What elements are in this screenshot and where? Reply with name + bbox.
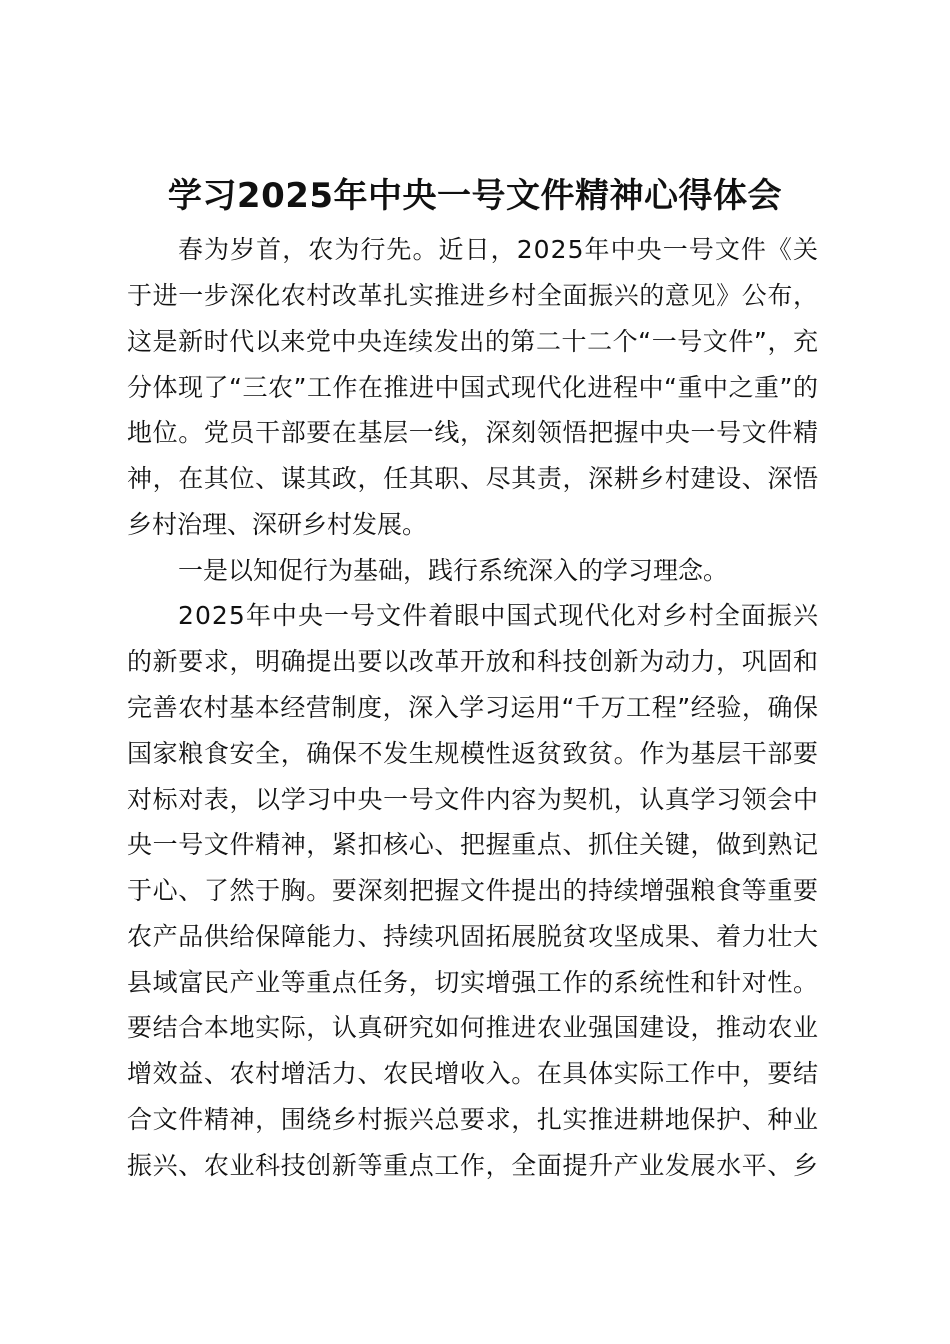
paragraph-1-line-1: 春为岁首，农为行先。近日，2025年中央一号文件《关 [178,235,820,264]
paragraph-1-line-7: 乡村治理、深研乡村发展。 [127,510,428,539]
paragraph-2-line-12: 合文件精神，围绕乡村振兴总要求，扎实推进耕地保护、种业 [127,1105,819,1134]
section-heading-1: 一是以知促行为基础，践行系统深入的学习理念。 [178,556,729,585]
paragraph-2-line-10: 要结合本地实际，认真研究如何推进农业强国建设，推动农业 [127,1013,819,1042]
paragraph-2-line-2: 的新要求，明确提出要以改革开放和科技创新为动力，巩固和 [127,647,819,676]
paragraph-2-line-9: 县域富民产业等重点任务，切实增强工作的系统性和针对性。 [127,968,819,997]
paragraph-2-line-7: 于心、了然于胸。要深刻把握文件提出的持续增强粮食等重要 [127,876,819,905]
paragraph-1-line-5: 地位。党员干部要在基层一线，深刻领悟把握中央一号文件精 [127,418,819,447]
document-title: 学习2025年中央一号文件精神心得体会 [167,176,783,216]
paragraph-1-line-2: 于进一步深化农村改革扎实推进乡村全面振兴的意见》公布， [127,281,819,310]
paragraph-2-line-11: 增效益、农村增活力、农民增收入。在具体实际工作中，要结 [127,1059,819,1088]
paragraph-2-line-8: 农产品供给保障能力、持续巩固拓展脱贫攻坚成果、着力壮大 [127,922,819,951]
paragraph-2-line-13: 振兴、农业科技创新等重点工作，全面提升产业发展水平、乡 [127,1151,819,1180]
paragraph-2-line-5: 对标对表，以学习中央一号文件内容为契机，认真学习领会中 [127,785,819,814]
paragraph-1-line-4: 分体现了“三农”工作在推进中国式现代化进程中“重中之重”的 [127,373,819,402]
paragraph-2-line-1: 2025年中央一号文件着眼中国式现代化对乡村全面振兴 [178,601,820,630]
paragraph-2-line-3: 完善农村基本经营制度，深入学习运用“千万工程”经验，确保 [127,693,819,722]
paragraph-2-line-4: 国家粮食安全，确保不发生规模性返贫致贫。作为基层干部要 [127,739,819,768]
paragraph-2-line-6: 央一号文件精神，紧扣核心、把握重点、抓住关键，做到熟记 [127,830,819,859]
paragraph-1-line-6: 神，在其位、谋其政，任其职、尽其责，深耕乡村建设、深悟 [127,464,819,493]
paragraph-1-line-3: 这是新时代以来党中央连续发出的第二十二个“一号文件”，充 [127,327,819,356]
